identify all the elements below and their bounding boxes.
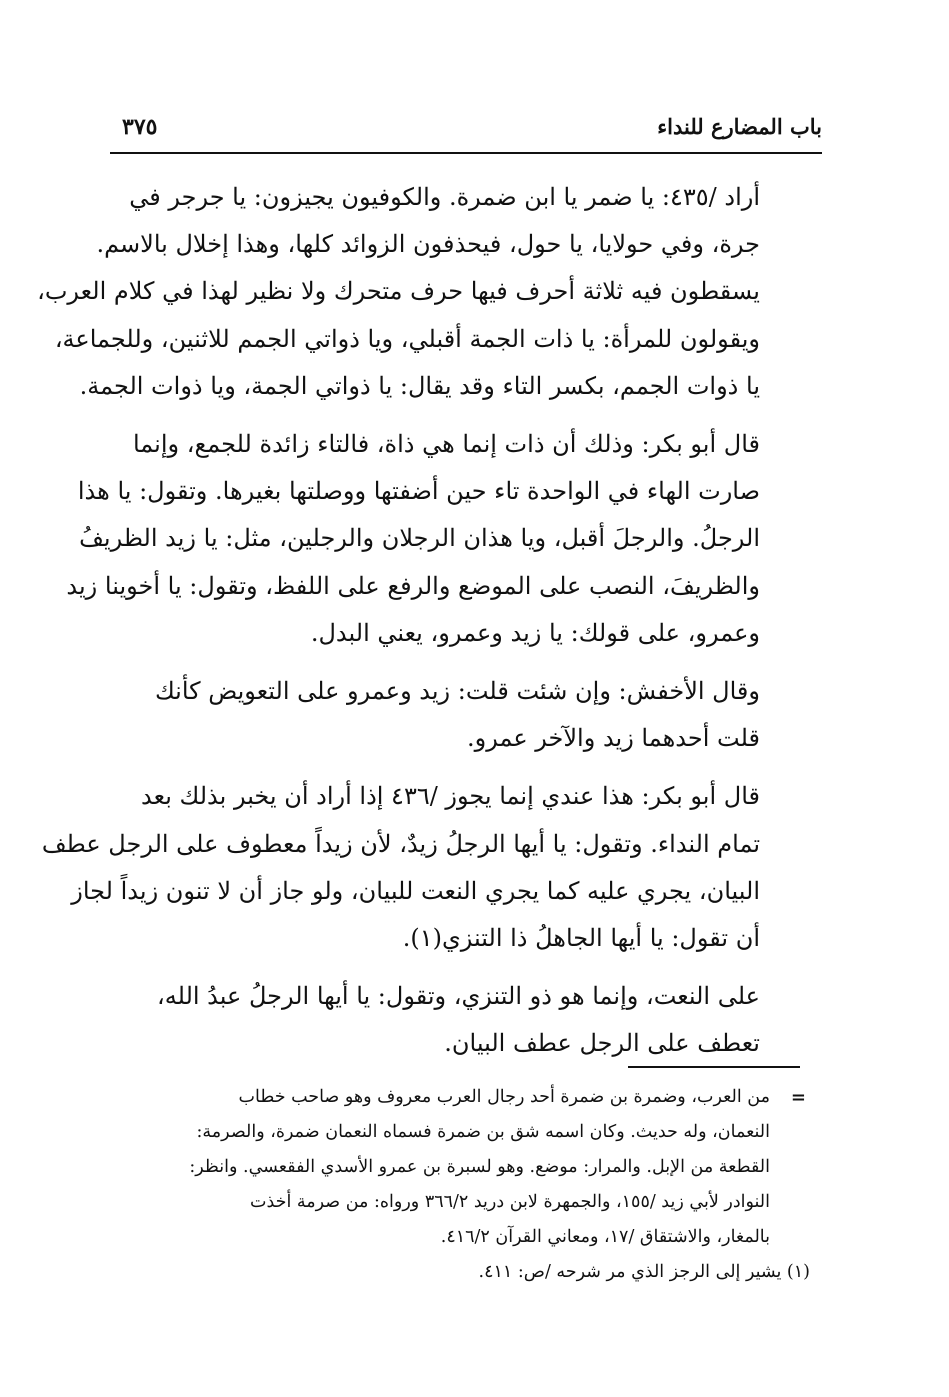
text-line: البيان، يجري عليه كما يجري النعت للبيان، ولو جاز أن لا تنون زيداً لجاز	[71, 876, 760, 905]
text-line: الرجلُ. والرجلَ أقبل، ويا هذان الرجلان والرجلين، مثل: يا زيد الظريفُ	[79, 524, 760, 553]
footnote-line: القطعة من الإبل. والمرار: موضع. وهو لسبرة بن عمرو الأسدي الفقعسي. وانظر:	[189, 1157, 770, 1177]
text-line: يسقطون فيه ثلاثة أحرف فيها حرف متحرك ولا نظير لهذا في كلام العرب،	[37, 277, 760, 306]
page-header	[110, 112, 822, 154]
text-line: وقال الأخفش: وإن شئت قلت: زيد وعمرو على التعويض كأنك	[154, 677, 760, 706]
text-line: قال أبو بكر: وذلك أن ذات إنما هي ذاة، فالتاء زائدة للجمع، وإنما	[132, 430, 760, 459]
running-head: باب المضارع للنداء	[657, 114, 822, 139]
footnote-line: النعمان، وله حديث. وكان اسمه شق بن ضمرة فسماه النعمان ضمرة، والصرمة:	[196, 1122, 770, 1142]
footnote-line: النوادر لأبي زيد /١٥٥، والجمهرة لابن دريد ٣٦٦/٢ ورواه: من صرمة أخذت	[249, 1192, 770, 1212]
text-line: على النعت، وإنما هو ذو التنزي، وتقول: يا أيها الرجلُ عبدُ الله،	[157, 982, 760, 1011]
text-line: صارت الهاء في الواحدة تاء حين أضفتها ووصلتها بغيرها. وتقول: يا هذا	[77, 477, 760, 506]
paragraph	[110, 668, 808, 762]
paragraph	[41, 773, 808, 962]
text-line: ويقولون للمرأة: يا ذات الجمة أقبلي، ويا ذواتي الجمم للاثنين، وللجماعة،	[54, 324, 760, 353]
footnote-line: بالمغار، والاشتقاق /١٧، ومعاني القرآن ٤١٦/٢.	[440, 1227, 770, 1247]
paragraph	[66, 421, 808, 657]
footnote-continuation	[110, 1080, 810, 1255]
paragraph	[37, 174, 808, 410]
footnote-line: من العرب، وضمرة بن ضمرة أحد رجال العرب معروف وهو صاحب خطاب	[238, 1087, 770, 1107]
footnote-line: (١) يشير إلى الرجز الذي مر شرحه /ص: ٤١١.	[478, 1262, 810, 1282]
footnote-1	[110, 1255, 810, 1290]
text-line: أن تقول: يا أيها الجاهلُ ذا التنزي(١).	[402, 924, 760, 953]
text-line: والظريفَ، النصب على الموضع والرفع على اللفظ، وتقول: يا أخوينا زيد	[66, 571, 760, 600]
page-number: ٣٧٥	[122, 114, 158, 140]
text-line: تمام النداء. وتقول: يا أيها الرجلُ زيدٌ، لأن زيداً معطوف على الرجل عطف	[41, 829, 760, 858]
text-line: أراد /٤٣٥: يا ضمر يا ابن ضمرة. والكوفيون يجيزون: يا جرجر في	[129, 183, 760, 211]
text-line: تعطف على الرجل عطف البيان.	[444, 1029, 760, 1058]
text-line: يا ذوات الجمم، بكسر التاء وقد يقال: يا ذواتي الجمة، ويا ذوات الجمة.	[79, 371, 760, 400]
continuation-mark: =	[790, 1087, 806, 1108]
footnotes	[110, 1080, 810, 1290]
paragraph	[110, 973, 808, 1067]
footnote-divider	[628, 1066, 800, 1068]
text-line: قلت أحدهما زيد والآخر عمرو.	[467, 724, 760, 753]
main-text	[37, 174, 808, 1068]
text-line: وعمرو، على قولك: يا زيد وعمرو، يعني البدل.	[310, 618, 760, 647]
text-line: جرة، وفي حولايا، يا حول، فيحذفون الزوائد كلها، وهذا إخلال بالاسم.	[96, 230, 760, 259]
text-line: قال أبو بكر: هذا عندي إنما يجوز /٤٣٦ إذا أراد أن يخبر بذلك بعد	[141, 782, 760, 811]
